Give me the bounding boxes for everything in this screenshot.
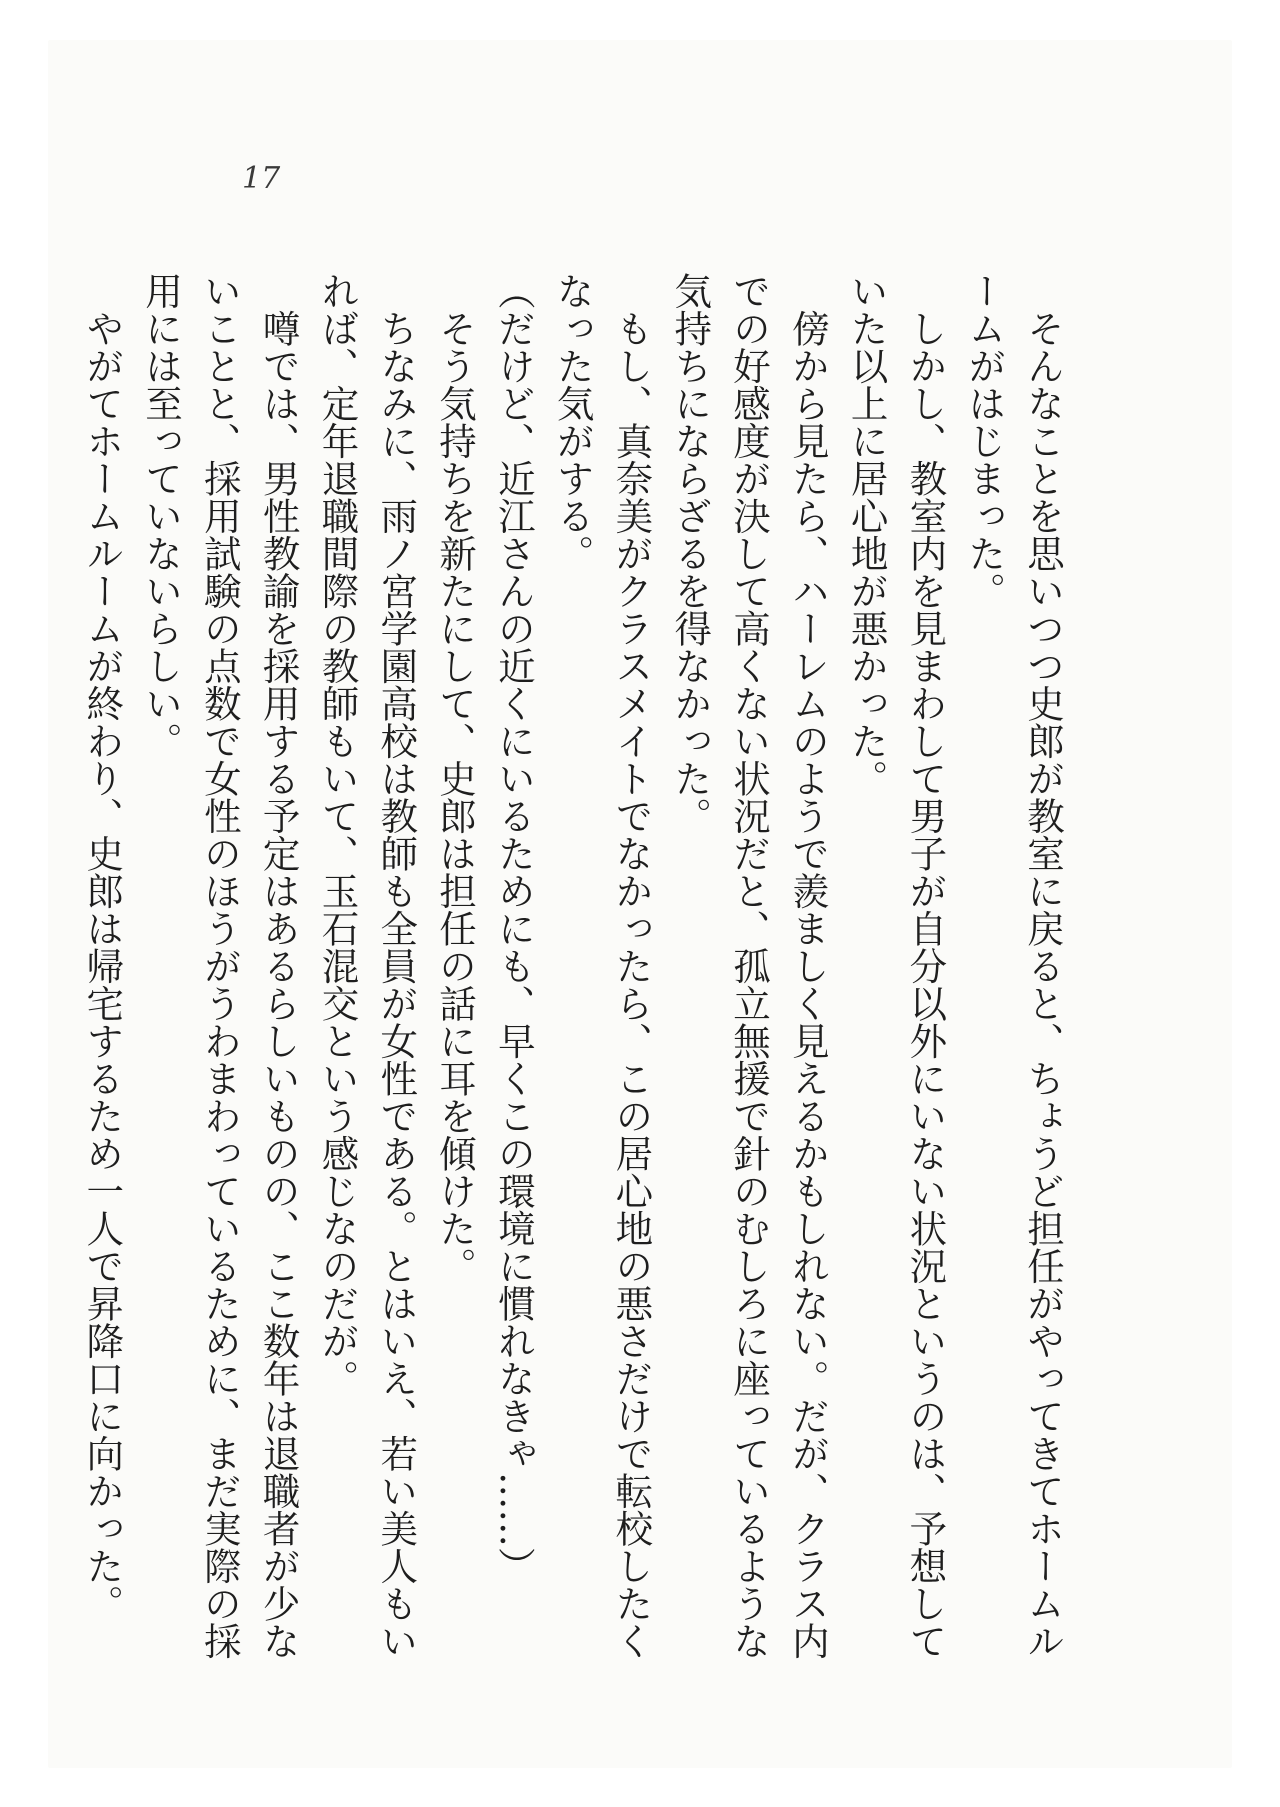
paragraph-2: しかし、教室内を見まわして男子が自分以外にいない状況というのは、予想していた以上に居心地が悪かった。: [844, 272, 948, 1660]
paragraph-7: ちなみに、雨ノ宮学園高校は教師も全員が女性である。とはいえ、若い美人もいれば、定年退職間際の教師もいて、玉石混交という感じなのだが。: [315, 272, 419, 1660]
paragraph-6: そう気持ちを新たにして、史郎は担任の話に耳を傾けた。: [433, 272, 478, 1285]
paragraph-3: 傍から見たら、ハーレムのようで羨ましく見えるかもしれない。だが、クラス内での好感度が決して高くない状況だと、孤立無援で針のむしろに座っているような気持ちにならざるを得なかった。: [668, 272, 830, 1660]
paragraph-5: （だけど、近江さんの近くにいるためにも、早くこの環境に慣れなきゃ……）: [491, 272, 536, 1585]
paragraph-4: もし、真奈美がクラスメイトでなかったら、この居心地の悪さだけで転校したくなった気がする。: [550, 272, 654, 1660]
paragraph-8: 噂では、男性教諭を採用する予定はあるらしいものの、ここ数年は退職者が少ないことと、採用試験の点数で女性のほうがうわまわっているために、まだ実際の採用には至っていないらしい。: [139, 272, 301, 1660]
paragraph-9: やがてホームルームが終わり、史郎は帰宅するため一人で昇降口に向かった。: [80, 272, 125, 1622]
body-text: [72, 272, 1072, 1692]
page-number: 17: [242, 161, 281, 196]
book-page: [48, 40, 1232, 1768]
paragraph-1: そんなことを思いつつ史郎が教室に戻ると、ちょうど担任がやってきてホームルームがはじまった。: [962, 272, 1065, 1660]
